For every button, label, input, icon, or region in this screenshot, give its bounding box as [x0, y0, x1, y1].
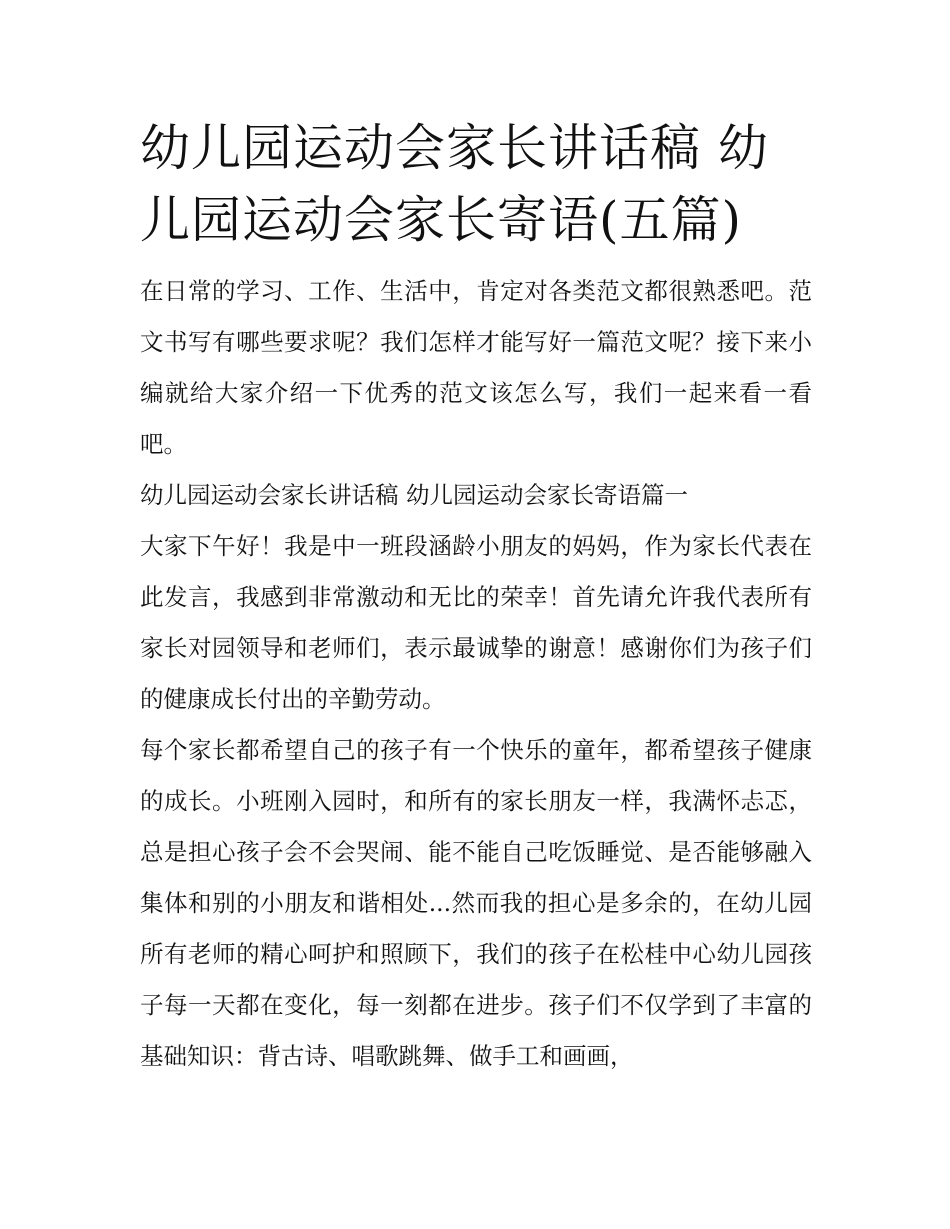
- section-heading: 幼儿园运动会家长讲话稿 幼儿园运动会家长寄语篇一: [140, 481, 688, 509]
- document-title: 幼儿园运动会家长讲话稿 幼儿园运动会家长寄语(五篇): [140, 119, 769, 249]
- document-page: [140, 112, 812, 1082]
- paragraph-greeting: 大家下午好！我是中一班段涵龄小朋友的妈妈，作为家长代表在此发言，我感到非常激动和无比的荣幸！首先请允许我代表所有家长对园领导和老师们，表示最诚挚的谢意！感谢你们为孩子们的健康成长付出的辛勤劳动。: [140, 532, 812, 713]
- paragraph-body: 每个家长都希望自己的孩子有一个快乐的童年，都希望孩子健康的成长。小班刚入园时，和所有的家长朋友一样，我满怀忐忑，总是担心孩子会不会哭闹、能不能自己吃饭睡觉、是否能够融入集体和别的小朋友和谐相处...然而我的担心是多余的，在幼儿园所有老师的精心呵护和照顾下，我们的孩子在松桂中心幼儿园孩子每一天都在变化，每一刻都在进步。孩子们不仅学到了丰富的基础知识：背古诗、唱歌跳舞、做手工和画画，: [140, 736, 812, 1070]
- paragraph-intro: 在日常的学习、工作、生活中，肯定对各类范文都很熟悉吧。范文书写有哪些要求呢？我们怎样才能写好一篇范文呢？接下来小编就给大家介绍一下优秀的范文该怎么写，我们一起来看一看吧。: [140, 277, 812, 458]
